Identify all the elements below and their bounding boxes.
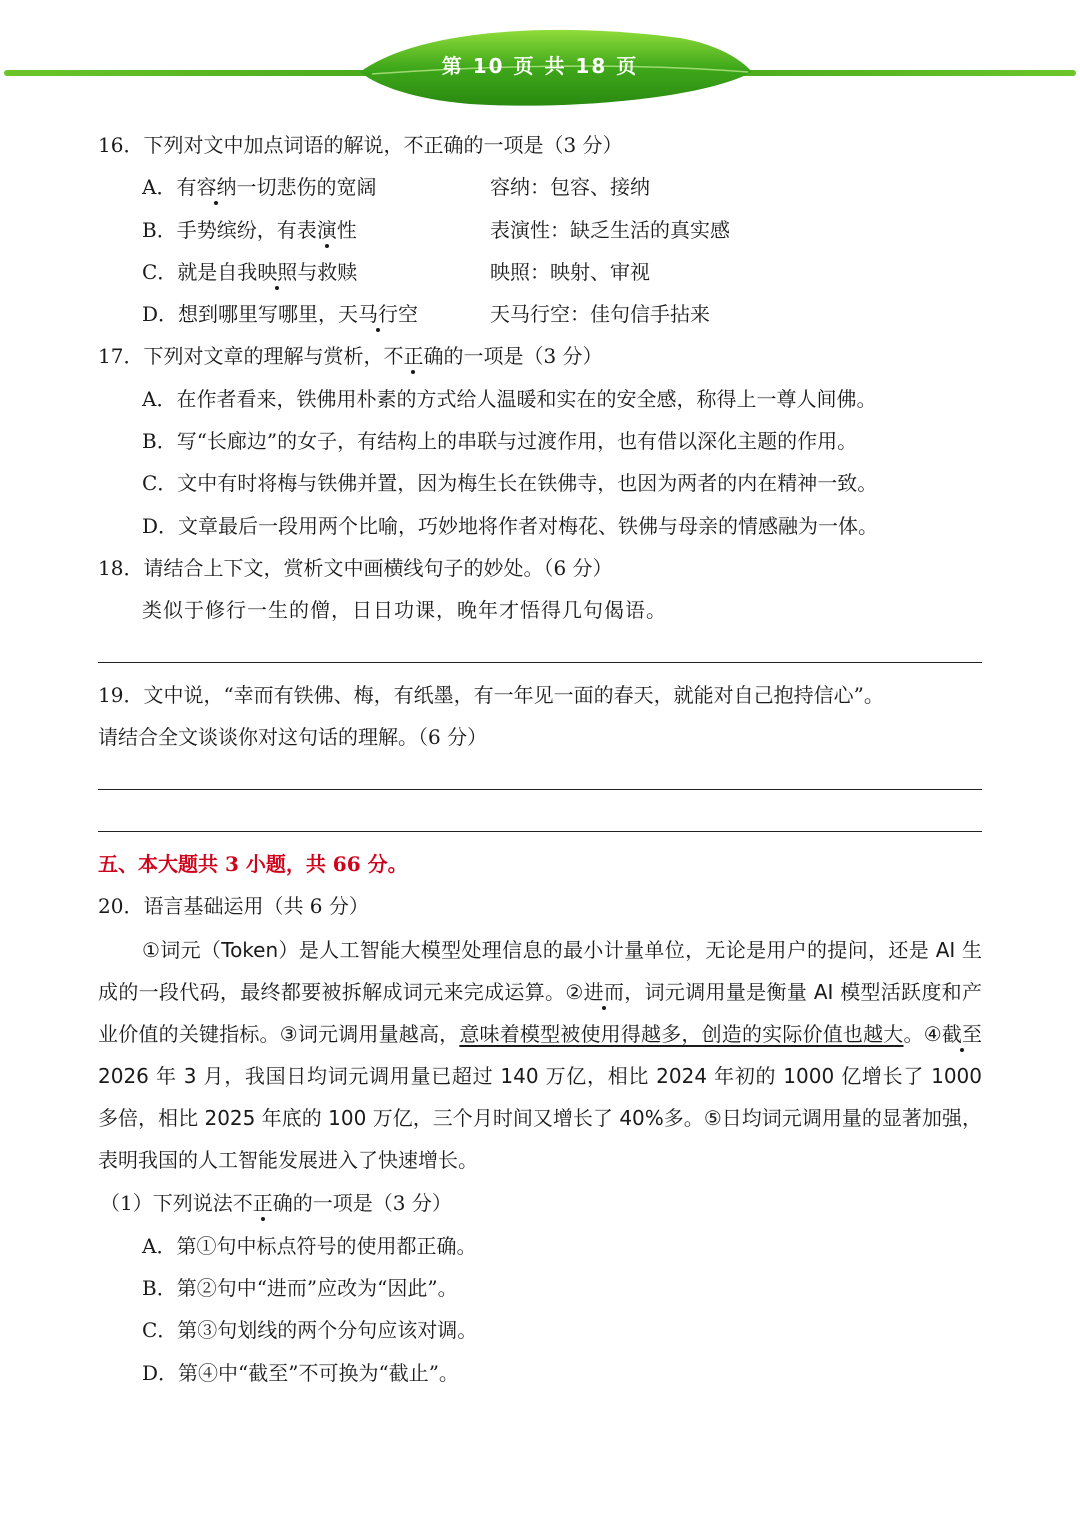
dotted-word: 进而 [583,980,625,1004]
question-19-line-2: 请结合全文谈谈你对这句话的理解。（6 分） [98,725,488,749]
answer-line [98,789,982,790]
question-17-option-b: B．写“长廊边”的女子，有结构上的串联与过渡作用，也有借以深化主题的作用。 [142,429,858,453]
question-19-line-1: 19．文中说，“幸而有铁佛、梅，有纸墨，有一年见一面的春天，就能对自己抱持信心”。 [98,683,884,707]
question-20-option-c: C．第③句划线的两个分句应该对调。 [142,1318,478,1342]
question-20-sub-1-stem: （1）下列说法不正确的一项是（3 分） [100,1191,452,1215]
dotted-word: 映照 [257,260,298,284]
dotted-word: 容纳 [196,175,237,199]
question-16-option-a: A．有容纳一切悲伤的宽阔 容纳：包容、接纳 [142,175,650,199]
answer-line [98,831,982,832]
dotted-word: 天马行空 [338,302,419,326]
question-16-option-b: B．手势缤纷，有表演性 表演性：缺乏生活的真实感 [142,218,730,242]
question-18-quote: 类似于修行一生的僧，日日功课，晚年才悟得几句偈语。 [142,598,667,622]
question-20-option-b: B．第②句中“进而”应改为“因此”。 [142,1276,458,1300]
dotted-word: 表演性 [296,218,357,242]
question-16-option-c: C．就是自我映照与救赎 映照：映射、审视 [142,260,650,284]
question-18-stem: 18．请结合上下文，赏析文中画横线句子的妙处。（6 分） [98,556,613,580]
question-17-stem: 17．下列对文章的理解与赏析，不正确的一项是（3 分） [98,344,603,368]
section-5-title: 五、本大题共 3 小题，共 66 分。 [98,852,408,876]
question-20-option-d: D．第④中“截至”不可换为“截止”。 [142,1361,459,1385]
question-16-option-d: D．想到哪里写哪里，天马行空 天马行空：佳句信手拈来 [142,302,710,326]
page-header [0,0,1080,120]
question-17-option-a: A．在作者看来，铁佛用朴素的方式给人温暖和实在的安全感，称得上一尊人间佛。 [142,387,877,411]
page-indicator: 第 10 页 共 18 页 [441,54,639,78]
question-20-passage: ①词元（Token）是人工智能大模型处理信息的最小计量单位，无论是用户的提问，还是 AI 生成的一段代码，最终都要被拆解成词元来完成运算。②进而，词元调用量是衡量 AI 模型活跃度和产业价值的关键指标。③词元调用量越高，意味着模型被使用得越多，创造的实际价值也越大。④截至 2026 年 3 月，我国日均词元调用量已超过 140 万亿，相比 2024 年初的 1000 亿增长了 1000 多倍，相比 2025 年底的 100 万亿，三个月时间又增长了 40%多。⑤日均词元调用量的显著加强，表明我国的人工智能发展进入了快速增长。 [98,938,983,1172]
dotted-word: 不正确 [232,1191,293,1215]
underlined-sentence: 意味着模型被使用得越多，创造的实际价值也越大 [459,1022,904,1046]
question-17-option-d: D．文章最后一段用两个比喻，巧妙地将作者对梅花、铁佛与母亲的情感融为一体。 [142,514,879,538]
question-16-stem: 16．下列对文中加点词语的解说，不正确的一项是（3 分） [98,133,623,157]
question-20-option-a: A．第①句中标点符号的使用都正确。 [142,1234,477,1258]
dotted-word: 不正确 [383,344,444,368]
dotted-word: 截至 [941,1022,983,1046]
question-20-stem: 20．语言基础运用（共 6 分） [98,894,369,918]
question-17-option-c: C．文中有时将梅与铁佛并置，因为梅生长在铁佛寺，也因为两者的内在精神一致。 [142,471,878,495]
answer-line [98,662,982,663]
